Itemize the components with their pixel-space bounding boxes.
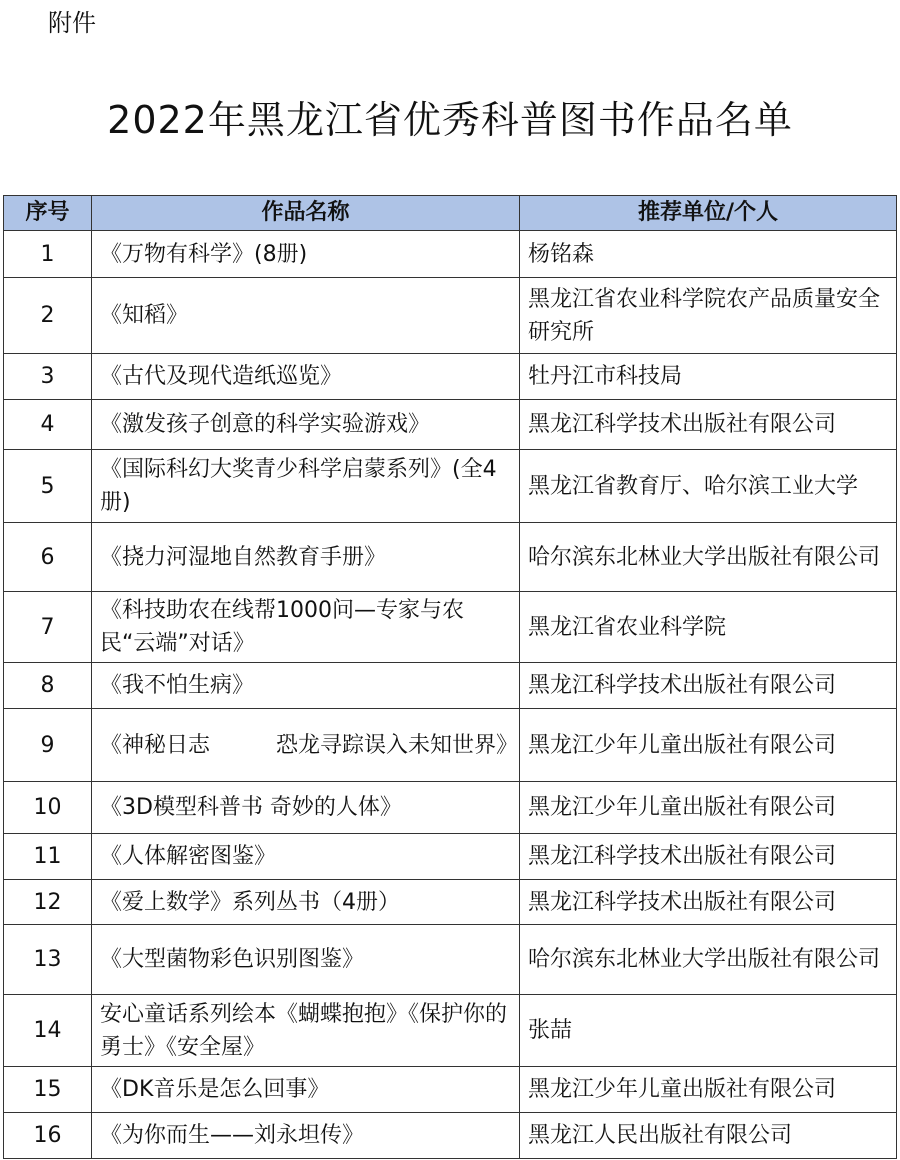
serial-number: 14 (4, 995, 92, 1067)
header-work-title: 作品名称 (92, 196, 520, 231)
work-title: 《挠力河湿地自然教育手册》 (92, 523, 520, 592)
work-title: 《神秘日志 恐龙寻踪误入未知世界》 (92, 709, 520, 782)
recommender: 黑龙江省教育厅、哈尔滨工业大学 (520, 450, 897, 523)
table-row (4, 782, 897, 834)
serial-number: 13 (4, 925, 92, 995)
table-row (4, 592, 897, 663)
recommender: 哈尔滨东北林业大学出版社有限公司 (520, 925, 897, 995)
recommender: 黑龙江省农业科学院农产品质量安全研究所 (520, 278, 897, 354)
work-title: 《科技助农在线帮1000问—专家与农民“云端”对话》 (92, 592, 520, 663)
header-recommender: 推荐单位/个人 (520, 196, 897, 231)
table-row (4, 880, 897, 925)
work-title: 《古代及现代造纸巡览》 (92, 354, 520, 400)
recommender: 黑龙江人民出版社有限公司 (520, 1113, 897, 1159)
table-row (4, 995, 897, 1067)
recommender: 黑龙江少年儿童出版社有限公司 (520, 782, 897, 834)
serial-number: 9 (4, 709, 92, 782)
recommender: 张喆 (520, 995, 897, 1067)
table-header-row (4, 196, 897, 231)
work-title: 《国际科幻大奖青少科学启蒙系列》(全4册) (92, 450, 520, 523)
recommender: 黑龙江科学技术出版社有限公司 (520, 834, 897, 880)
work-title: 《3D模型科普书 奇妙的人体》 (92, 782, 520, 834)
award-list-table (3, 195, 897, 1159)
serial-number: 1 (4, 231, 92, 278)
work-title: 《大型菌物彩色识别图鉴》 (92, 925, 520, 995)
work-title: 《DK音乐是怎么回事》 (92, 1067, 520, 1113)
page-title: 2022年黑龙江省优秀科普图书作品名单 (107, 98, 793, 142)
recommender: 黑龙江科学技术出版社有限公司 (520, 663, 897, 709)
attachment-label: 附件 (48, 9, 96, 37)
recommender: 杨铭森 (520, 231, 897, 278)
table-row (4, 231, 897, 278)
serial-number: 12 (4, 880, 92, 925)
table-row (4, 278, 897, 354)
serial-number: 2 (4, 278, 92, 354)
serial-number: 7 (4, 592, 92, 663)
header-serial-number: 序号 (4, 196, 92, 231)
work-title: 《激发孩子创意的科学实验游戏》 (92, 400, 520, 450)
recommender: 黑龙江少年儿童出版社有限公司 (520, 709, 897, 782)
table-row (4, 709, 897, 782)
work-title: 《我不怕生病》 (92, 663, 520, 709)
recommender: 黑龙江科学技术出版社有限公司 (520, 880, 897, 925)
table-row (4, 1113, 897, 1159)
serial-number: 15 (4, 1067, 92, 1113)
serial-number: 6 (4, 523, 92, 592)
work-title: 《爱上数学》系列丛书（4册） (92, 880, 520, 925)
serial-number: 16 (4, 1113, 92, 1159)
recommender: 牡丹江市科技局 (520, 354, 897, 400)
serial-number: 10 (4, 782, 92, 834)
serial-number: 11 (4, 834, 92, 880)
table-row (4, 663, 897, 709)
recommender: 哈尔滨东北林业大学出版社有限公司 (520, 523, 897, 592)
recommender: 黑龙江科学技术出版社有限公司 (520, 400, 897, 450)
table-row (4, 1067, 897, 1113)
work-title: 《为你而生——刘永坦传》 (92, 1113, 520, 1159)
work-title: 《知稻》 (92, 278, 520, 354)
serial-number: 3 (4, 354, 92, 400)
serial-number: 8 (4, 663, 92, 709)
table-row (4, 354, 897, 400)
serial-number: 5 (4, 450, 92, 523)
work-title: 《万物有科学》(8册) (92, 231, 520, 278)
table-row (4, 450, 897, 523)
recommender: 黑龙江少年儿童出版社有限公司 (520, 1067, 897, 1113)
table-row (4, 834, 897, 880)
work-title: 安心童话系列绘本《蝴蝶抱抱》《保护你的勇士》《安全屋》 (92, 995, 520, 1067)
recommender: 黑龙江省农业科学院 (520, 592, 897, 663)
work-title: 《人体解密图鉴》 (92, 834, 520, 880)
table-row (4, 400, 897, 450)
serial-number: 4 (4, 400, 92, 450)
table-row (4, 523, 897, 592)
table-row (4, 925, 897, 995)
